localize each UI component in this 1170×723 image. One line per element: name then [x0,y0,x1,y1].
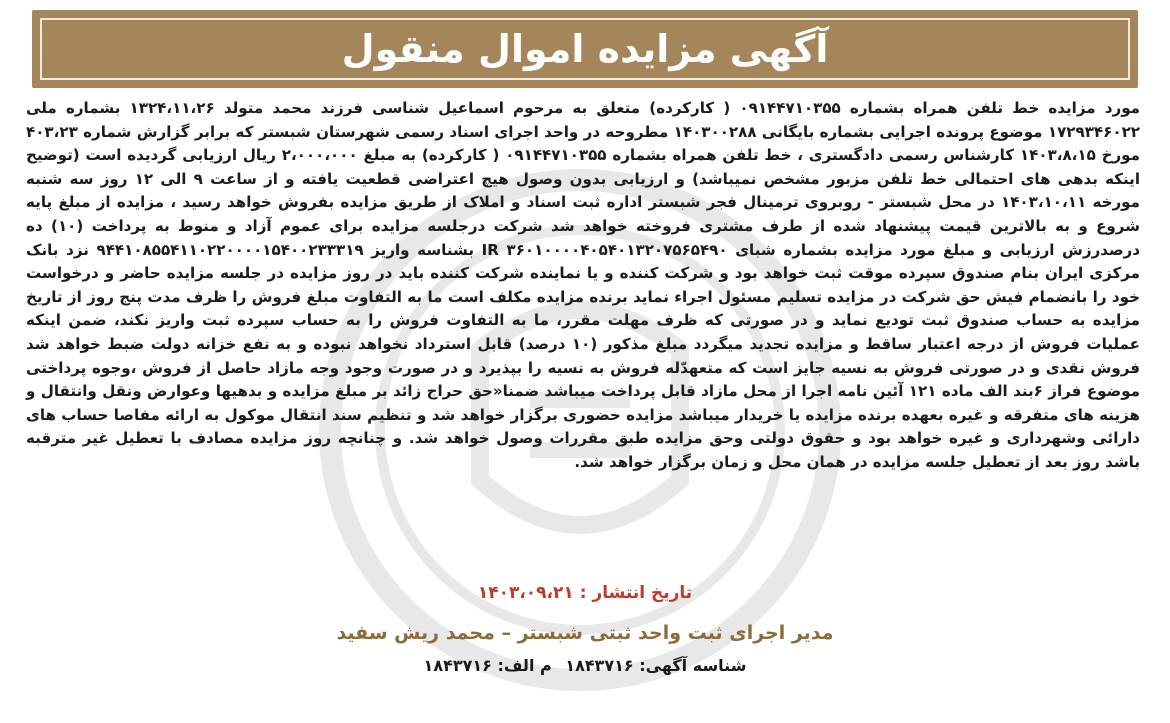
alef-id: م الف: ۱۸۴۳۷۱۶ [423,656,552,675]
publish-date: تاریخ انتشار : ۱۴۰۳،۰۹،۲۱ [477,583,693,603]
ad-identifier [0,656,1170,675]
page-title: آگهی مزایده اموال منقول [341,27,829,71]
auction-body-text: مورد مزایده خط تلفن همراه بشماره ۰۹۱۴۴۷۱۰۳۵۵ ( کارکرده) متعلق به مرحوم اسماعیل شناسی فرزند محمد متولد ۱۳۲۴،۱۱،۲۶ بشماره ملی ۱۷۲۹۳۴۶۰۲۲ موضوع پرونده اجرایی بشماره بایگانی ۱۴۰۳۰۰۲۸۸ مطروحه در واحد اجرای اسناد رسمی شهرستان شبستر که برابر گزارش شماره ۴۰۳،۲۳ مورخ ۱۴۰۳،۸،۱۵ کارشناس رسمی دادگستری ، خط تلفن همراه بشماره ۰۹۱۴۴۷۱۰۳۵۵ ( کارکرده) به مبلغ ۲،۰۰۰،۰۰۰ ریال ارزیابی گردیده است (توضیح اینکه بدهی های احتمالی خط تلفن مزبور مشخص نمیباشد) و ارزیابی بدون وصول هیچ اعتراضی قطعیت یافته و از ساعت ۹ الی ۱۲ روز سه شنبه مورخه ۱۴۰۳،۱۰،۱۱ در محل شبستر - روبروی ترمینال فجر شبستر اداره ثبت اسناد و املاک از طریق مزایده بفروش خواهد رسید ، مزایده از مبلغ پایه شروع و به بالاترین قیمت پیشنهاد شده از طرف مشتری فروخته خواهد شد شرکت درجلسه مزایده برای عموم آزاد و منوط به پرداخت (۱۰) ده درصدرزش ارزیابی و مبلغ مورد مزایده بشماره شبای IR ۳۶۰۱۰۰۰۰۴۰۵۴۰۱۳۲۰۷۵۶۵۴۹۰ بشناسه واریز ۹۴۴۱۰۸۵۵۴۱۱۰۲۲۰۰۰۰۱۵۴۰۰۲۳۳۳۱۹ نزد بانک مرکزی ایران بنام صندوق سپرده موقت ثبت خواهد بود و شرکت کننده و یا نماینده شرکت کننده باید در روز مزایده در جلسه مزایده حاضر و درخواست خود را بانضمام فیش حق شرکت در مزایده تسلیم مسئول اجراء نماید برنده مزایده مکلف است ما به التفاوت مبلغ فروش را ظرف مدت پنج روز از تاریخ مزایده به حساب صندوق ثبت تودیع نماید و در صورتی که ظرف مهلت مقرر، ما به التفاوت فروش را به حساب سپرده ثبت واریز نکند، ضمن اینکه عملیات فروش از درجه اعتبار ساقط و مزایده تجدید میگردد مبلغ مذکور (۱۰ درصد) قابل استرداد نخواهد نبوده و به نفع خزانه دولت ضبط خواهد شد فروش نقدی و در صورتی فروش به نسیه جایز است که متعهدّله فروش به نسیه را بپذیرد و در صورت وجود وجه مازاد حاصل از فروش ،وجوه پرداختی موضوع فراز ۶بند الف ماده ۱۲۱ آئین نامه اجرا از محل مازاد قابل پرداخت میباشد ضمنا«حق حراج زائد بر مبلغ مزایده و بدهیها وعوارض ونقل وانتقال و هزینه های متفرقه و غیره بعهده برنده مزایده یا خریدار میباشد مزایده حضوری برگزار خواهد شد و تنظیم سند انتقال موکول به ارائه مفاصا حساب های دارائی وشهرداری و غیره خواهد بود و حقوق دولتی وحق مزایده طبق مقررات وصول خواهد شد. و چنانچه روز مزایده مصادف با تعطیل غیر مترقبه باشد روز بعد از تعطیل جلسه مزایده در همان محل و زمان برگزار خواهد شد. [26,99,1141,471]
signature-line: مدیر اجرای ثبت واحد ثبتی شبستر – محمد ریش سفید [336,622,834,644]
notice-id: شناسه آگهی: ۱۸۴۳۷۱۶ [565,656,747,675]
header-banner [32,10,1138,88]
header-frame [40,18,1130,80]
